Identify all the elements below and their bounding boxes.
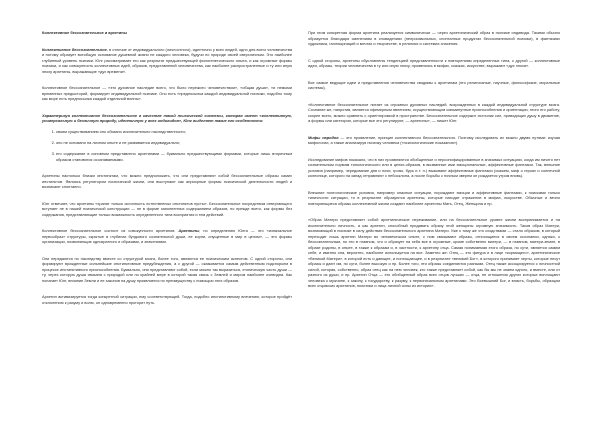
paragraph-ideas-archetypes: Все самые ведущие идеи и представления человечества сводимы к архетипам (это религиозные, научные, философские, моральные системы).	[308, 79, 560, 90]
list-item: 2. оно не основано на личном опыте и не развивается индивидуально;	[56, 140, 292, 146]
features-list	[42, 129, 292, 162]
document-title: Коллективное бессознательное и архетипы	[42, 30, 127, 35]
paragraph-inheritance: Они передаются по наследству вместе со структурой мозга, более того, являются ее психическим аспектом. С одной стороны, они формируют врожденные сильнейшие инстинктивные предубеждения, а с другой — оказывается самым действенным подспорьем в процессе инстинктивного приспособления. Буквально, они представляют собой, если можно так выразиться, хтоническую часть души — ту, через которую душа связана с природой или по крайней мере в которой такая связь с Землей и миром наиболее очевидна. Как полагает Юнг, влияние Земли и ее законов на душу проявляется по преимуществу с помощью этих образов.	[42, 255, 292, 283]
paragraph-jung-quote: «Коллективное бессознательное питает из огромных духовных наследий, возрожденных в каждой индивидуальной структуре мозга. Сознание же, напротив, является эфемерным явлением, осуществляющим сиюминутные приспособления и ориентации, этого его работу, скорее всего, можно сравнить с ориентировкой в пространстве. Бессознательное содержит источник сил, приводящих душу в движение, а формы или категории, которые все это регулируют, — архетипы», — пишет Юнг.	[308, 101, 560, 123]
left-column	[42, 30, 292, 311]
paragraph-symbolic-realization: При этом конкретная форма архетипа реализуется символически — через архетипический образ в психике индивида. Такими обычно образуется благодаря сменениям в сновидениях (непроизвольных, спонтанных продуктах бессознательной психики), в фантазиях художника, галлюцинаций и мечтах и творчестве, в религиях и системах спасения.	[308, 30, 560, 46]
term-collective-unconscious: Коллективное бессознательное	[42, 46, 107, 52]
paragraph-collective-unconscious	[42, 47, 292, 75]
paragraph-text: — это проявление, принцип коллективного бессознательного. Поэтому исследовать их можно двумя путями: изучая мифологии, а также анализируя психику человека («психологические показания»).	[308, 134, 560, 145]
paragraph-text: , по определению Юнга — это «изначальное первообраз» структуры, скрытые в глубинах бундового сознательной души, ее корни, опущенные в мир в целом», — это формы организации, позволяющие однократного и образами, и значениями.	[42, 228, 292, 244]
paragraph-spiritual-heritage: Коллективное бессознательное — «это духовное наследие всего, что было пережито человечеством», «общая душа», «и немыми временных предысторий, формирует индивидуальной психике. Оно есть «предпосылка каждой индивидуальной психики, подобно тому как море есть предпосылка каждой отдельной волны».	[42, 85, 292, 101]
features-intro-text: Характеризуя коллективное бессознательное в качестве такой психической системы, которая имеет «коллективную, универсальную и безличную природу, идентичную у всех индивидов», Юнг выделяет такие его особенности:	[42, 112, 292, 123]
paragraph-myths	[308, 135, 560, 146]
term-myths: Мифы народов	[308, 134, 339, 140]
paragraph-mother-archetype: «Образ Матери представляет собой архетипическое переживание, или на бессознательное уровне жизни воспринимается и на исключительно личность, а как архетип, способный придавать образу этой женщины огромную значимость. Таков образ Матери, возникающий в психике в силу действия бессознательного архетипа Матери. Уже к тому же что сходствами — стало образом, в который переходит лишь архетип Матери во человеческом опыте, с ним связывают образы, относящиеся в своем осознании, однако, к бессознательным, но это в главном, что и образует на себя все в огромные, кроме собственно матери, — в главном, матери-земле, в образе родины, в опыте, в также к образам и, в частности, к архетипу отца. Самая понимаемая этого образа, по сути, является самим себе, и именно она, вероятно, наиболее используется на все. Заметно же: Отец — это фигура и в лице «кормящего», архетипическое «Великой Матери», в которой есть и дающее, и поглощающее, и в результате «великий Бог», в которого принимает черты, которые несут образы и дают им, по сути, более высокую и пр. Более того, эти образы соединяются разными. Отец также ассоциируется с личностной силой, которая, собственно, образ отец как на нею человек, кто также представляет собой, как бы мы не знаем одного, и вместе, или от разного из души, и пр. Архетип Отца — это обобщенный образ всех отцов лучших — отца, не отношения других которые воплощают человека к мужчине, к закону, к государству, к разуму, к первоначальным архетипами. Это Всевышний Бог, и власть, борьбы, образцом всех отцовских архетипов, политики и лица личной силы из истории».	[308, 217, 560, 288]
list-item: 3. его содержание в основном представлено архетипами — буквально предшествующими формами, которые лишь вторичным образом становятся осознаваемыми.	[56, 151, 292, 162]
paragraph-archetypes-instincts: Архетипы настолько близки инстинктам, что можно предположить, что они представляют собой бессознательные образы самих инстинктов. Являясь регулятором психической жизни, они выступают как априорные формы психической деятельности людей и возникают спонтанно.	[42, 173, 292, 189]
paragraph-archetypes-empty-forms: Юнг отмечает, что архетипы «хранят только склонность естественных инстинктов пусты». Бессознательное посредством отвергающего вступает не в нашей психической конструкции — не в форме заполненных содержанием образов, но прежде всего, как формы без содержания, представляющие только возможность определенного типа восприятия и тем действий.	[42, 200, 292, 217]
list-item: 1. своим существованием оно обязано исключительно наследственности;	[56, 129, 292, 135]
paragraph-external-conditions: Внешние поэтологические условия, например опасные ситуации, порождают эмоции и аффективные фантазии, к поисками только типичности ситуации, то в результате образуются архетипы, которые находят отражение в мифах, искусстве. Обычные и вечно повторяющиеся образы коллективной жизни создают наиболее архетипы Мать, Отец, Женщина и пр.	[308, 189, 560, 206]
paragraph-text: , в отличие от индивидуального (личностного), идентично у всех людей, одно для всего человечества и потому образует всеобщую основание душевной жизни не каждого человека, будучи по природе своей сверхличным. Это наиболее глубинный уровень психики. Юнг рассматривает его как результат предшествующей филогенетического опыта, и как огромные формы психики, и как совокупность коллективных идей, образов, представлений человечества, как наиболее распространенные и ту или иную эпоху архетипы, выражающие «дух времени».	[42, 46, 293, 74]
paragraph-myth-research: Исследование мифов показало, что в них проявляются обобщенные и персонифицированные в значимых ситуациях, когда им ничего нет сознательным нормам типологического или в целях-образов, в вызванные ими эмоциональные, аффективные фантазии. Так, внешние условия (например, чередование дня и ночи, грозы, бурь и т. п.) вызывают аффективные фантазии (скажем, миф о героях и солнечной колеснице, которого на запад отправляют с небосклона, а после борьбы с ночным зверем он рождается утром вновь).	[308, 156, 560, 178]
paragraph-archetypes-definition	[42, 228, 292, 245]
paragraph-text: Коллективное бессознательное состоит из совокупности архетипов.	[42, 228, 179, 233]
right-column	[308, 30, 560, 294]
paragraph-activation: Архетип активизируется тогда конкретной ситуации, ему соответствующей. Тогда, подобно инстинктивному влечению, которое пройдёт отклонению к разуму и волю, он одновременно проторит путь.	[42, 294, 292, 305]
term-archetypes: Архетипы	[178, 228, 200, 233]
paragraph-archetype-tendencies: С одной стороны, архетипы обусловлены тенденцией представленности к повторениям определенных типа, с другой — коллективные идеи, образы, теории человечества в ту или иную эпоху, проявляясь в мифах, сказках, искусстве, выражают «дух эпохи».	[308, 57, 560, 68]
paragraph-features-intro	[42, 113, 292, 124]
